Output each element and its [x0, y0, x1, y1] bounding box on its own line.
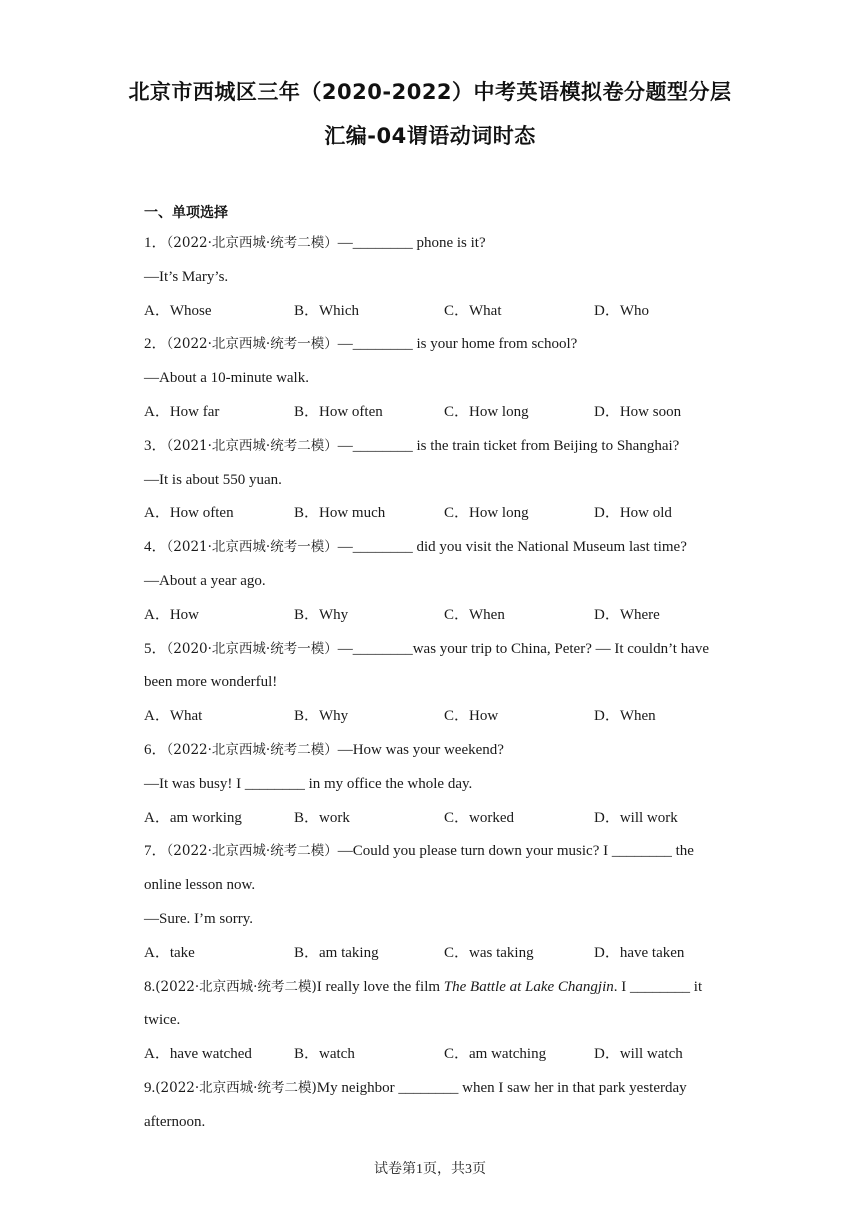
- option-c: C．How long: [444, 505, 529, 522]
- question-number: 6．: [144, 741, 167, 758]
- option-d: D．will work: [594, 809, 678, 826]
- question-text: —Could you please turn down your music? I ________ the online lesson now.: [144, 843, 694, 894]
- option-b: B．work: [294, 809, 350, 826]
- option-c: C．What: [444, 302, 502, 319]
- question-number: 4．: [144, 539, 167, 556]
- option-b: B．Why: [294, 708, 349, 725]
- option-b: B．Which: [294, 302, 359, 319]
- option-a: A．take: [144, 944, 195, 961]
- option-row: [144, 802, 724, 836]
- question-source: （2022·北京西城·统考二模）: [166, 843, 338, 860]
- section-heading: 一、单项选择: [144, 205, 228, 221]
- option-d: D．Who: [594, 302, 649, 319]
- question-5: [144, 633, 724, 734]
- option-b: B．How often: [294, 403, 383, 420]
- option-b: B．watch: [294, 1046, 355, 1063]
- question-8: [144, 971, 724, 1072]
- question-1: [144, 227, 724, 328]
- question-answer-line: —It was busy! I ________ in my office the whole day.: [144, 775, 473, 792]
- option-row: [144, 295, 724, 329]
- question-number: 2．: [144, 336, 167, 353]
- option-d: D．Where: [594, 606, 660, 623]
- option-c: C．How: [444, 708, 499, 725]
- option-a: A．How: [144, 606, 199, 623]
- question-text: —________was your trip to China, Peter? — It couldn’t have been more wonderful!: [144, 640, 710, 691]
- option-d: D．will watch: [594, 1046, 683, 1063]
- question-6: [144, 734, 724, 835]
- option-row: [144, 700, 724, 734]
- question-number: 3．: [144, 437, 167, 454]
- option-a: A．am working: [144, 809, 242, 826]
- option-d: D．have taken: [594, 944, 685, 961]
- question-source: （2022·北京西城·统考一模）: [166, 336, 338, 353]
- question-text: My neighbor ________ when I saw her in that park yesterday afternoon.: [144, 1079, 687, 1130]
- option-c: C．am watching: [444, 1046, 547, 1063]
- option-a: A．What: [144, 708, 203, 725]
- question-source: （2020·北京西城·统考一模）: [166, 640, 338, 657]
- question-text: —________ is your home from school?: [337, 336, 578, 353]
- question-number: 8.: [144, 978, 156, 995]
- option-b: B．Why: [294, 606, 349, 623]
- option-d: D．When: [594, 708, 656, 725]
- question-4: [144, 531, 724, 632]
- question-source: （2021·北京西城·统考一模）: [166, 539, 338, 556]
- question-number: 9.: [144, 1079, 156, 1096]
- question-answer-line: —Sure. I’m sorry.: [144, 910, 254, 927]
- option-row: [144, 497, 724, 531]
- question-text-start: I really love the film: [316, 978, 444, 995]
- question-3: [144, 430, 724, 531]
- option-a: A．Whose: [144, 302, 212, 319]
- question-text: —How was your weekend?: [337, 741, 504, 758]
- question-number: 1．: [144, 235, 167, 251]
- question-number: 7．: [144, 843, 167, 860]
- question-source: （2021·北京西城·统考二模）: [166, 437, 338, 454]
- option-a: A．How often: [144, 505, 234, 522]
- option-row: [144, 1038, 724, 1072]
- option-c: C．When: [444, 606, 505, 623]
- question-answer-line: —About a 10-minute walk.: [144, 370, 309, 387]
- option-a: A．How far: [144, 403, 220, 420]
- question-list: [144, 227, 724, 1140]
- film-title: The Battle at Lake Changjin: [443, 978, 614, 995]
- option-d: D．How soon: [594, 403, 682, 420]
- question-text: —________ is the train ticket from Beijing to Shanghai?: [337, 437, 680, 454]
- option-a: A．have watched: [144, 1046, 252, 1063]
- question-answer-line: —It is about 550 yuan.: [144, 471, 282, 488]
- question-answer-line: —About a year ago.: [144, 572, 266, 589]
- question-number: 5．: [144, 640, 167, 657]
- option-row: [144, 396, 724, 430]
- document-title-line-1: 北京市西城区三年（2020-2022）中考英语模拟卷分题型分层: [128, 80, 732, 104]
- option-d: D．How old: [594, 505, 672, 522]
- question-text-end: . I ________ it twice.: [144, 978, 703, 1029]
- question-source: (2022·北京西城·统考二模): [155, 978, 317, 995]
- question-2: [144, 328, 724, 429]
- question-answer-line: —It’s Mary’s.: [144, 268, 229, 285]
- page-footer: 试卷第1页，共3页: [374, 1162, 486, 1177]
- option-row: [144, 937, 724, 971]
- question-text: —________ phone is it?: [337, 235, 486, 251]
- question-source: （2022·北京西城·统考二模）: [166, 235, 338, 251]
- option-row: [144, 599, 724, 633]
- question-7: [144, 835, 724, 970]
- document-title-line-2: 汇编-04谓语动词时态: [324, 124, 536, 148]
- option-c: C．was taking: [444, 944, 534, 961]
- option-c: C．worked: [444, 809, 514, 826]
- question-source: (2022·北京西城·统考二模): [155, 1079, 317, 1096]
- option-b: B．How much: [294, 505, 386, 522]
- question-9: [144, 1072, 724, 1140]
- option-b: B．am taking: [294, 944, 379, 961]
- option-c: C．How long: [444, 403, 529, 420]
- question-text: —________ did you visit the National Museum last time?: [337, 539, 687, 556]
- question-source: （2022·北京西城·统考二模）: [166, 741, 338, 758]
